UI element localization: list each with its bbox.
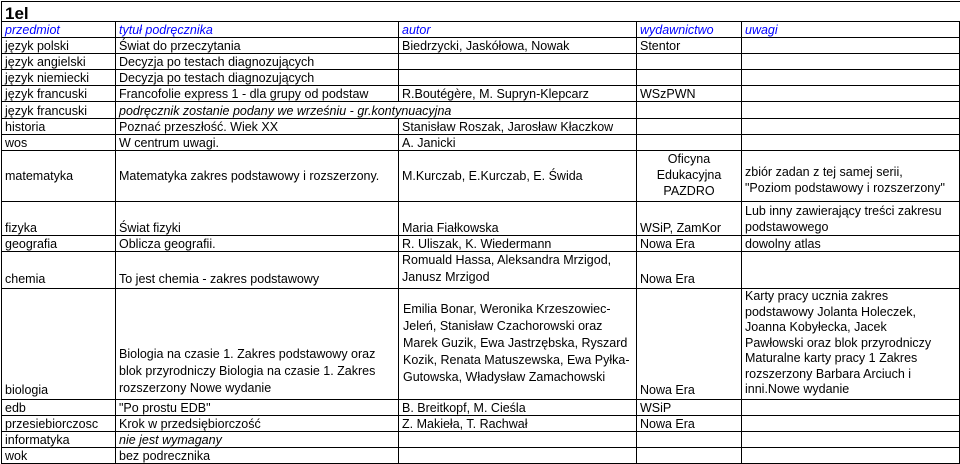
cell-notes[interactable] (742, 447, 960, 463)
cell-notes[interactable] (742, 431, 960, 447)
table-row (2, 399, 960, 415)
cell-title[interactable]: nie jest wymagany (116, 431, 399, 447)
cell-notes[interactable] (742, 119, 960, 135)
cell-publisher[interactable]: WSzPWN (637, 86, 742, 102)
cell-title[interactable]: Matematyka zakres podstawowy i rozszerzony. (116, 151, 399, 202)
cell-author[interactable]: Biedrzycki, Jaskółowa, Nowak (399, 38, 637, 54)
notes-line: Maturalne karty pracy 1 Zakres (745, 351, 918, 365)
cell-subject[interactable]: matematyka (2, 151, 116, 202)
cell-publisher[interactable] (637, 119, 742, 135)
cell-notes[interactable] (742, 54, 960, 70)
table-row (2, 38, 960, 54)
cell-author[interactable]: B. Breitkopf, M. Cieśla (399, 399, 637, 415)
cell-title[interactable] (116, 289, 399, 400)
table-row (2, 447, 960, 463)
cell-title[interactable]: Poznać przeszłość. Wiek XX (116, 119, 399, 135)
table-row (2, 289, 960, 400)
cell-publisher[interactable]: Nowa Era (637, 236, 742, 252)
cell-publisher[interactable] (637, 151, 742, 202)
author-line: Emilia Bonar, Weronika Krzeszowiec- (403, 302, 611, 317)
cell-notes[interactable] (742, 399, 960, 415)
cell-title[interactable]: W centrum uwagi. (116, 135, 399, 151)
header-book-title[interactable]: tytuł podręcznika (116, 22, 399, 38)
title-line: rozszerzony Nowe wydanie (119, 380, 272, 395)
cell-publisher[interactable]: Nowa Era (637, 415, 742, 431)
cell-subject[interactable]: język angielski (2, 54, 116, 70)
author-line: Marek Guzik, Ewa Jastrzębska, Ryszard (403, 336, 628, 351)
cell-notes[interactable] (742, 252, 960, 289)
cell-title[interactable]: Świat fizyki (116, 202, 399, 236)
header-publisher[interactable]: wydawnictwo (637, 22, 742, 38)
table-row (2, 431, 960, 447)
cell-title[interactable]: Decyzja po testach diagnozujących (116, 70, 399, 86)
cell-author[interactable]: R. Uliszak, K. Wiedermann (399, 236, 637, 252)
table-row (2, 252, 960, 289)
cell-author[interactable]: Maria Fiałkowska (399, 202, 637, 236)
cell-subject[interactable]: język francuski (2, 86, 116, 102)
cell-title[interactable]: Świat do przeczytania (116, 38, 399, 54)
cell-notes[interactable] (742, 151, 960, 202)
author-line: Kozik, Renata Matuszewska, Ewa Pyłka- (403, 353, 630, 368)
booklist-table (1, 1, 960, 464)
notes-line: "Poziom podstawowy i rozszerzony" (745, 181, 945, 195)
cell-subject[interactable]: język francuski (2, 102, 116, 119)
cell-subject[interactable]: wok (2, 447, 116, 463)
author-line: Jeleń, Stanisław Czachorowski oraz (403, 319, 603, 334)
cell-subject[interactable]: wos (2, 135, 116, 151)
cell-author[interactable]: A. Janicki (399, 135, 637, 151)
cell-notes[interactable] (742, 86, 960, 102)
cell-title[interactable]: Francofolie express 1 - dla grupy od podstaw (116, 86, 399, 102)
notes-line: Karty pracy ucznia zakres (745, 289, 889, 303)
cell-title[interactable]: Krok w przedsiębiorczość (116, 415, 399, 431)
author-line: Romuald Hassa, Aleksandra Mrzigod, (402, 253, 612, 267)
cell-publisher[interactable] (637, 135, 742, 151)
cell-notes[interactable] (742, 415, 960, 431)
cell-subject[interactable]: język polski (2, 38, 116, 54)
cell-subject[interactable]: informatyka (2, 431, 116, 447)
cell-publisher[interactable]: Nowa Era (637, 252, 742, 289)
notes-line: Pawłowski oraz blok przyrodniczy (745, 335, 932, 350)
cell-author[interactable] (399, 54, 637, 70)
notes-line: podstawowego (745, 220, 829, 234)
cell-notes[interactable] (742, 135, 960, 151)
cell-title[interactable]: bez podrecznika (116, 447, 399, 463)
cell-notes[interactable] (742, 102, 960, 119)
cell-notes[interactable] (742, 289, 960, 400)
cell-subject[interactable]: przesiebiorczosc (2, 415, 116, 431)
cell-subject[interactable]: edb (2, 399, 116, 415)
cell-title[interactable]: Decyzja po testach diagnozujących (116, 54, 399, 70)
notes-line: inni.Nowe wydanie (745, 382, 850, 396)
table-row (2, 119, 960, 135)
notes-line: Lub inny zawierający treści zakresu (745, 204, 942, 218)
cell-notes[interactable] (742, 38, 960, 54)
cell-publisher[interactable] (637, 102, 742, 119)
cell-subject[interactable]: geografia (2, 236, 116, 252)
header-row (2, 22, 960, 38)
table-row (2, 135, 960, 151)
cell-notes[interactable]: dowolny atlas (742, 236, 960, 252)
notes-line: zbiór zadan z tej samej serii, (745, 165, 903, 179)
cell-subject[interactable]: historia (2, 119, 116, 135)
table-row (2, 102, 960, 119)
header-subject[interactable]: przedmiot (2, 22, 116, 38)
author-line: Gutowska, Władysław Zamachowski (403, 370, 606, 385)
cell-author[interactable]: Z. Makieła, T. Rachwał (399, 415, 637, 431)
cell-title[interactable]: "Po prostu EDB" (116, 399, 399, 415)
table-row (2, 86, 960, 102)
title-line: blok przyrodniczy Biologia na czasie 1. Zakres (119, 363, 376, 378)
cell-author[interactable] (399, 431, 637, 447)
publisher-line: Edukacyjna (656, 168, 722, 182)
cell-publisher[interactable]: Stentor (637, 38, 742, 54)
cell-author[interactable]: R.Boutégère, M. Supryn-Klepcarz (399, 86, 637, 102)
cell-publisher[interactable]: WSiP (637, 399, 742, 415)
table-row (2, 236, 960, 252)
cell-publisher[interactable]: WSiP, ZamKor (637, 202, 742, 236)
cell-author[interactable] (399, 252, 637, 289)
cell-notes[interactable] (742, 70, 960, 86)
notes-line: rozszerzony Barbara Arciuch i (745, 366, 912, 381)
cell-title[interactable]: Oblicza geografii. (116, 236, 399, 252)
title-line: Biologia na czasie 1. Zakres podstawowy oraz (119, 346, 376, 361)
cell-author[interactable]: Stanisław Roszak, Jarosław Kłaczkow (399, 119, 637, 135)
cell-publisher[interactable] (637, 431, 742, 447)
cell-title[interactable]: To jest chemia - zakres podstawowy (116, 252, 399, 289)
publisher-line: PAZDRO (663, 184, 715, 198)
sheet-title[interactable]: 1el (2, 2, 960, 22)
author-line: Janusz Mrzigod (402, 270, 490, 284)
notes-line: podstawowy Jolanta Holeczek, (745, 304, 916, 319)
cell-notes[interactable] (742, 202, 960, 236)
table-row (2, 202, 960, 236)
cell-subject[interactable]: język niemiecki (2, 70, 116, 86)
header-author[interactable]: autor (399, 22, 637, 38)
cell-publisher[interactable]: Nowa Era (637, 289, 742, 400)
cell-author[interactable] (399, 447, 637, 463)
publisher-line: Oficyna (667, 152, 711, 166)
cell-subject[interactable]: biologia (2, 289, 116, 400)
table-row (2, 70, 960, 86)
cell-author[interactable]: M.Kurczab, E.Kurczab, E. Świda (399, 151, 637, 202)
table-row (2, 151, 960, 202)
table-row (2, 54, 960, 70)
notes-line: Joanna Kobyłecka, Jacek (745, 320, 887, 334)
cell-subject[interactable]: fizyka (2, 202, 116, 236)
cell-author[interactable] (399, 70, 637, 86)
cell-author[interactable] (399, 289, 637, 400)
cell-publisher[interactable] (637, 54, 742, 70)
cell-publisher[interactable] (637, 447, 742, 463)
header-notes[interactable]: uwagi (742, 22, 960, 38)
cell-publisher[interactable] (637, 70, 742, 86)
cell-subject[interactable]: chemia (2, 252, 116, 289)
table-row (2, 415, 960, 431)
cell-title[interactable]: podręcznik zostanie podany we wrześniu - gr.kontynuacyjna (116, 102, 637, 119)
